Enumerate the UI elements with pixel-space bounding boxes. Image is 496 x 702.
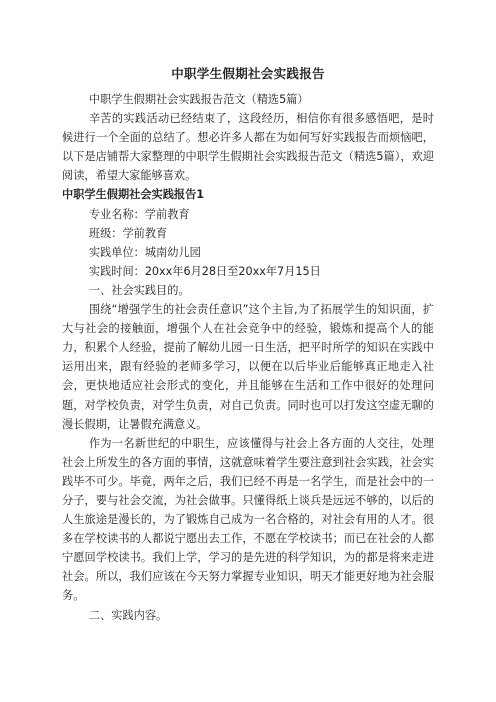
intro-paragraph: 辛苦的实践活动已经结束了，这段经历，相信你有很多感悟吧，是时候进行一个全面的总结了。想必许多人都在为如何写好实践报告而烦恼吧，以下是店铺帮大家整理的中职学生假期社会实践报告范文（精选5篇），欢迎阅读，希望大家能够喜欢。: [62, 112, 434, 183]
student-paragraph: 作为一名新世纪的中职生，应该懂得与社会上各方面的人交往，处理社会上所发生的各方面的事情，这就意味着学生要注意到社会实践，社会实践毕不可少。毕竟，两年之后，我们已经不再是一名学生，而是社会中的一分子，要与社会交流，为社会做事。只懂得纸上谈兵是远远不够的，以后的人生旅途是漫长的，为了锻炼自己成为一名合格的，对社会有用的人才。很多在学校读书的人都说宁愿出去工作，不愿在学校读书；而已在社会的人都宁愿回学校读书。我们上学，学习的是先进的科学知识，为的都是将来走进社会。所以，我们应该在今天努力掌握专业知识，明天才能更好地为社会服务。: [62, 436, 434, 603]
section-heading: 中职学生假期社会实践报告1: [62, 188, 205, 202]
subtitle-line: 中职学生假期社会实践报告范文（精选5篇）: [88, 93, 309, 106]
field-class: 班级：学前教育: [88, 226, 168, 240]
field-unit: 实践单位：城南幼儿园: [88, 245, 201, 259]
field-time: 实践时间：20xx年6月28日至20xx年7月15日: [88, 264, 321, 278]
document-title: 中职学生假期社会实践报告: [171, 66, 325, 81]
point-one-heading: 一、社会实践目的。: [88, 283, 190, 297]
purpose-paragraph: 围绕“增强学生的社会责任意识”这个主旨,为了拓展学生的知识面，扩大与社会的接触面，增强个人在社会竞争中的经验，锻炼和提高个人的能力，积累个人经验，提前了解幼儿园一日生活，把平时所学的知识在实践中运用出来，跟有经验的老师多学习，以便在以后毕业后能够真正地走入社会，更快地适应社会形式的变化，并且能够在生活和工作中很好的处理问题，对学校负责，对学生负责，对自己负责。同时也可以打发这空虚无聊的漫长假期，让暑假充满意义。: [62, 303, 434, 431]
field-major: 专业名称：学前教育: [88, 207, 190, 221]
document-body: [62, 90, 434, 625]
point-two-heading: 二、实践内容。: [88, 608, 168, 622]
